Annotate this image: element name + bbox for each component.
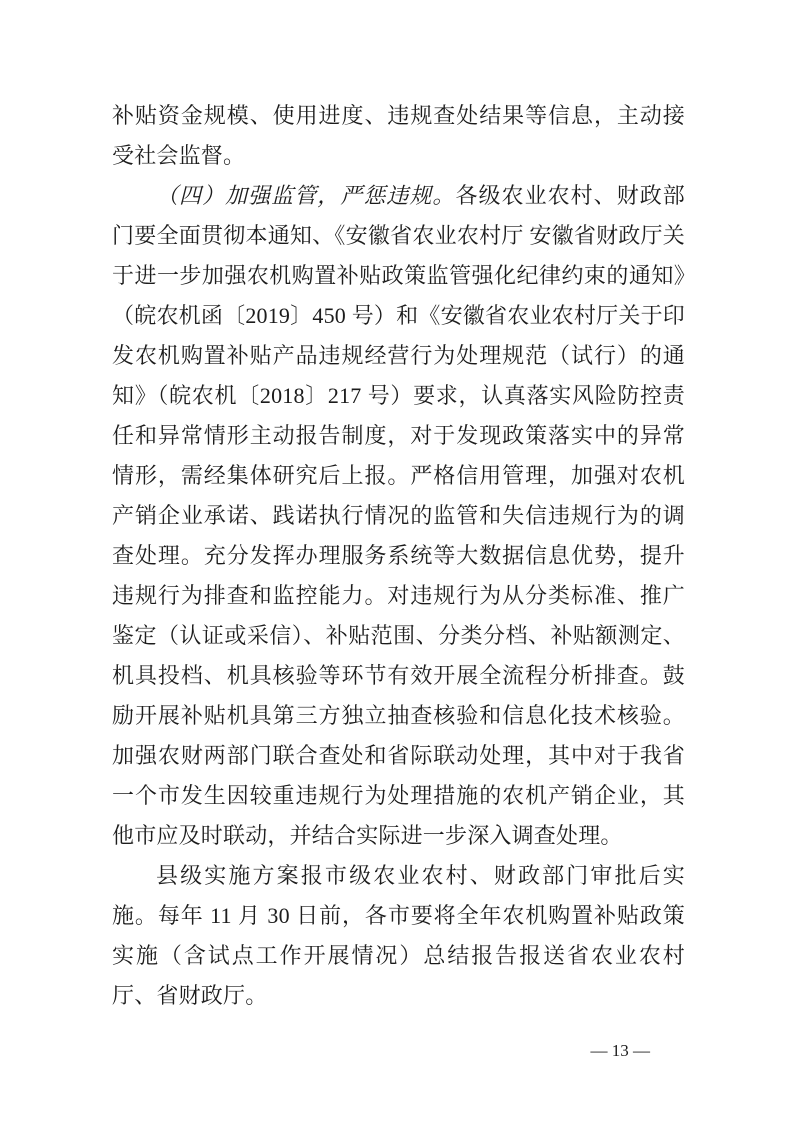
page-number: — 13 — bbox=[590, 1041, 650, 1060]
paragraph-section-four bbox=[112, 176, 685, 856]
paragraph-continuation: 补贴资金规模、使用进度、违规查处结果等信息，主动接受社会监督。 bbox=[112, 103, 685, 168]
section-four-body: 各级农业农村、财政部门要全面贯彻本通知、《安徽省农业农村厅 安徽省财政厅关于进一步加强农机购置补贴政策监管强化纪律约束的通知》（皖农机函〔2019〕450 号）和《安徽省农业农村厅关于印发农机购置补贴产品违规经营行为处理规范（试行）的通知》（皖农机〔2018〕217 号）要求，认真落实风险防控责任和异常情形主动报告制度，对于发现政策落实中的异常情形，需经集体研究后上报。严格信用管理，加强对农机产销企业承诺、践诺执行情况的监管和失信违规行为的调查处理。充分发挥办理服务系统等大数据信息优势，提升违规行为排查和监控能力。对违规行为从分类标准、推广鉴定（认证或采信）、补贴范围、分类分档、补贴额测定、机具投档、机具核验等环节有效开展全流程分析排查。鼓励开展补贴机具第三方独立抽查核验和信息化技术核验。加强农财两部门联合查处和省际联动处理，其中对于我省一个市发生因较重违规行为处理措施的农机产销企业，其他市应及时联动，并结合实际进一步深入调查处理。 bbox=[112, 183, 685, 848]
section-four-heading: （四）加强监管，严惩违规。 bbox=[156, 183, 456, 208]
paragraph-implementation-report: 县级实施方案报市级农业农村、财政部门审批后实施。每年 11 月 30 日前，各市要将全年农机购置补贴政策实施（含试点工作开展情况）总结报告报送省农业农村厅、省财政厅。 bbox=[112, 863, 685, 1008]
document-body bbox=[112, 96, 685, 1016]
